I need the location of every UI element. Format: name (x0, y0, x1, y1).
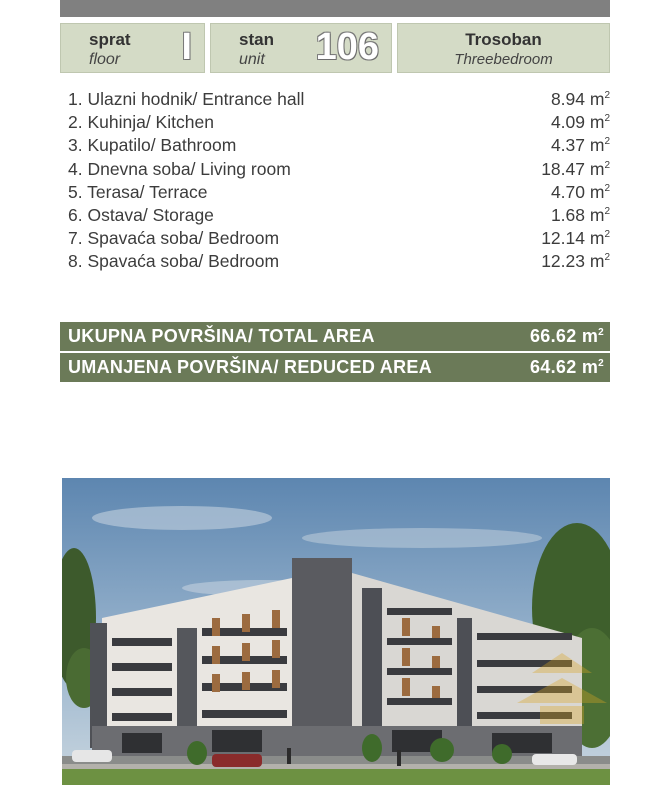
reduced-area-value: 64.62 $m^2$ (529, 357, 604, 377)
unit-header (60, 23, 610, 73)
room-area: 4.09 $m^2$ (550, 112, 610, 133)
room-name: 4. Dnevna soba/ Living room (68, 158, 291, 179)
room-area: 12.14 $m^2$ (541, 228, 610, 249)
total-area-bar (60, 322, 610, 351)
room-row (68, 134, 610, 157)
unit-label: stan (239, 30, 274, 49)
room-name: 8. Spavaća soba/ Bedroom (68, 251, 280, 272)
room-list (68, 88, 610, 274)
room-row (68, 204, 610, 227)
room-area: 18.47 $m^2$ (541, 158, 610, 179)
room-row (68, 250, 610, 273)
floor-box (60, 23, 205, 73)
unit-box (210, 23, 392, 73)
room-name: 6. Ostava/ Storage (68, 204, 214, 225)
unit-label-en: unit (239, 51, 265, 68)
type-label-en: Threebedroom (454, 51, 553, 68)
unit-value: 106 (315, 26, 379, 68)
building-render-image (62, 478, 610, 785)
room-name: 1. Ulazni hodnik/ Entrance hall (68, 89, 305, 109)
room-area: 4.70 $m^2$ (550, 181, 610, 202)
reduced-area-bar (60, 353, 610, 382)
type-label: Trosoban (465, 30, 542, 49)
room-row (68, 88, 610, 111)
room-name: 3. Kupatilo/ Bathroom (68, 135, 237, 156)
floor-label-en: floor (89, 51, 121, 68)
floor-value: I (181, 26, 192, 68)
room-name: 7. Spavaća soba/ Bedroom (68, 228, 280, 249)
top-band (60, 0, 610, 17)
reduced-area-label: UMANJENA POVRŠINA/ REDUCED AREA (68, 357, 432, 377)
room-area: 1.68 $m^2$ (550, 204, 610, 225)
room-row (68, 111, 610, 134)
room-name: 5. Terasa/ Terrace (68, 181, 208, 202)
room-name: 2. Kuhinja/ Kitchen (68, 112, 214, 133)
total-area-value: 66.62 $m^2$ (529, 326, 604, 346)
total-area-label: UKUPNA POVRŠINA/ TOTAL AREA (68, 326, 375, 346)
type-box (397, 23, 610, 73)
room-row (68, 158, 610, 181)
room-area: 8.94 $m^2$ (550, 89, 610, 109)
room-area: 4.37 $m^2$ (550, 135, 610, 156)
room-row (68, 227, 610, 250)
room-row (68, 181, 610, 204)
room-area: 12.23 $m^2$ (541, 251, 610, 272)
floor-label: sprat (89, 30, 131, 49)
